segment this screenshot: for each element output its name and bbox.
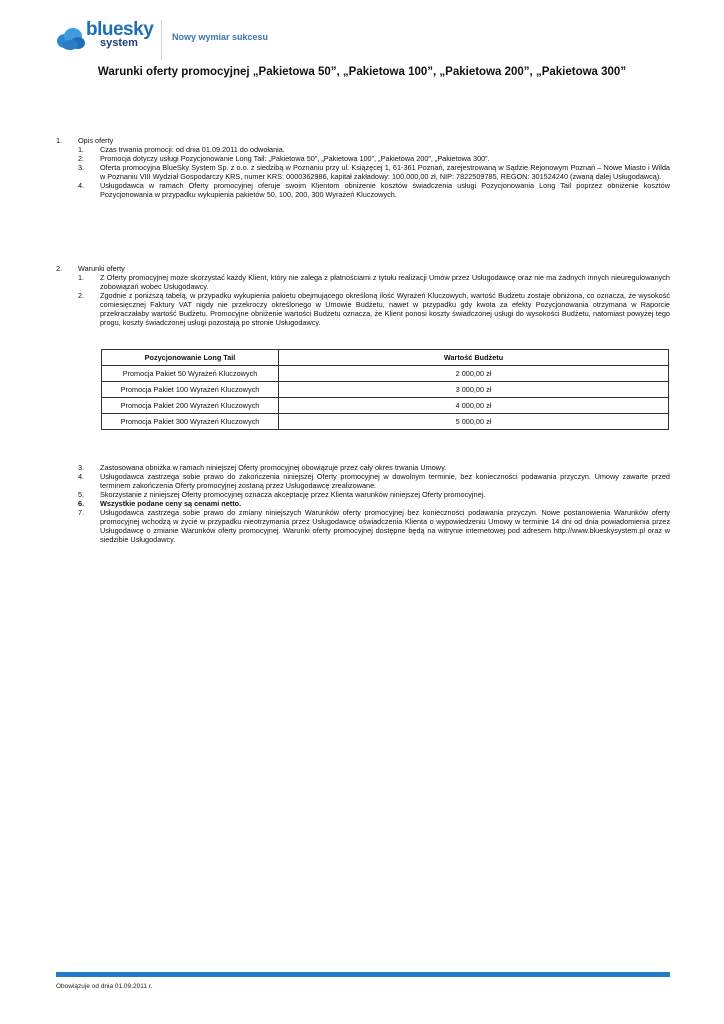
budget-value-cell: 4 000,00 zł: [279, 398, 669, 414]
logo-bluesky: bluesky: [86, 19, 154, 40]
list-item-number: 3.: [78, 163, 85, 172]
footer-validity-note: Obowiązuje od dnia 01.09.2011 r.: [56, 983, 153, 990]
table-header-row: [102, 350, 669, 366]
package-name-cell: Promocja Pakiet 200 Wyrażeń Kluczowych: [102, 398, 279, 414]
list-item-text: Promocja dotyczy usługi Pozycjonowanie Long Tail: „Pakietowa 50”, „Pakietowa 100”, „Pakietowa 200”, „Pakietowa 300”.: [100, 154, 490, 163]
list-item: [56, 181, 670, 199]
document-title: Warunki oferty promocyjnej „Pakietowa 50”, „Pakietowa 100”, „Pakietowa 200”, „Pakietowa 300”: [97, 66, 627, 78]
list-item: [56, 508, 670, 544]
list-item: [56, 291, 670, 327]
table-row: [102, 414, 669, 430]
column-header: Wartość Budżetu: [279, 350, 669, 366]
list-item: [56, 145, 670, 154]
budget-value-cell: 2 000,00 zł: [279, 366, 669, 382]
list-item-text: Wszystkie podane ceny są cenami netto.: [100, 499, 242, 508]
list-item-number: 1.: [78, 273, 85, 282]
table-row: [102, 382, 669, 398]
list-item-number: 1.: [78, 145, 85, 154]
list-item-number: 6.: [78, 499, 85, 508]
logo-system: system: [100, 37, 138, 49]
header-divider: [161, 20, 162, 60]
section-number: 2.: [56, 264, 63, 273]
section-heading: [56, 136, 670, 145]
table-row: [102, 398, 669, 414]
table-row: [102, 366, 669, 382]
list-item-number: 4.: [78, 472, 85, 481]
section-title: Warunki oferty: [78, 264, 125, 273]
list-item-text: Zgodnie z poniższą tabelą, w przypadku wykupienia pakietu obejmującego określoną ilość Wyrażeń Kluczowych, wartość Budżetu zostaje obniżona, co oznacza, że wysokość comiesięcznej Faktury VAT nigdy nie przekroczy określonego w Umowie Budżetu, nawet w przypadku gdy kwota za efekty Pozycjonowania otrzymana w Raporcie przekraczałaby wartość Budżetu. Promocyjne obniżenie wartości Budżetu oznacza, że Klient ponosi koszty świadczonej usługi do wysokości Budżetu, natomiast powyżej tego progu, koszty świadczonej usługi pozostają po stronie Usługodawcy.: [100, 291, 670, 327]
header: [56, 18, 356, 62]
list-item-text: Czas trwania promocji: od dnia 01.09.2011 do odwołania.: [100, 145, 285, 154]
list-item-text: Usługodawca w ramach Oferty promocyjnej oferuje swoim Klientom obniżenie kosztów świadczenia usługi Pozycjonowania Long Tail poprzez obniżenie kosztów Pozycjonowania w przypadku wykupienia pakietów 50, 100, 200, 300 Wyrażeń Kluczowych.: [100, 181, 670, 199]
list-item-text: Skorzystanie z niniejszej Oferty promocyjnej oznacza akceptację przez Klienta warunków niniejszej Oferty promocyjnej.: [100, 490, 486, 499]
section-title: Opis oferty: [78, 136, 114, 145]
package-name-cell: Promocja Pakiet 100 Wyrażeń Kluczowych: [102, 382, 279, 398]
cloud-logo-icon: [56, 26, 86, 52]
list-item: [56, 499, 670, 508]
list-item-number: 3.: [78, 463, 85, 472]
budget-value-cell: 3 000,00 zł: [279, 382, 669, 398]
footer-bar: [56, 972, 670, 977]
package-name-cell: Promocja Pakiet 300 Wyrażeń Kluczowych: [102, 414, 279, 430]
list-item: [56, 273, 670, 291]
section-heading: [56, 264, 670, 273]
list-item-text: Z Oferty promocyjnej może skorzystać każdy Klient, który nie zalega z płatnościami z tytułu realizacji Umów przez Usługodawcę oraz nie ma żadnych innych nieuregulowanych zobowiązań wobec Usługodawcy.: [100, 273, 670, 291]
section-number: 1.: [56, 136, 63, 145]
list-item: [56, 163, 670, 181]
section-warunki-oferty: [56, 264, 670, 327]
section-opis-oferty: [56, 136, 670, 199]
list-item: [56, 472, 670, 490]
package-name-cell: Promocja Pakiet 50 Wyrażeń Kluczowych: [102, 366, 279, 382]
list-item: [56, 154, 670, 163]
budget-table: [101, 349, 669, 430]
budget-value-cell: 5 000,00 zł: [279, 414, 669, 430]
list-item-number: 2.: [78, 154, 85, 163]
column-header: Pozycjonowanie Long Tail: [102, 350, 279, 366]
list-item: [56, 490, 670, 499]
list-item-number: 7.: [78, 508, 85, 517]
list-item-text: Zastosowana obniżka w ramach niniejszej Oferty promocyjnej obowiązuje przez cały okres trwania Umowy.: [100, 463, 447, 472]
list-item-text: Usługodawca zastrzega sobie prawo do zakończenia niniejszej Oferty promocyjnej w dowolnym terminie, bez konieczności podawania przyczyn. Umowy zawarte przed terminem zakończenia Oferty promocyjnej zostaną przez Usługodawcę zrealizowane.: [100, 472, 670, 490]
tagline: Nowy wymiar sukcesu: [172, 32, 269, 42]
list-item-number: 2.: [78, 291, 85, 300]
list-item-text: Oferta promocyjna BlueSky System Sp. z o.o. z siedzibą w Poznaniu przy ul. Książęcej 1, 61-361 Poznań, zarejestrowaną w Sądzie Rejonowym Poznań – Nowe Miasto i Wilda w Poznaniu VIII Wydział Gospodarczy KRS, numer KRS: 0000362986, kapitał zakładowy: 100.000,00 zł, NIP: 7822509785, REGON: 301524240 (zwaną dalej Usługodawcą).: [100, 163, 670, 181]
list-item-text: Usługodawca zastrzega sobie prawo do zmiany niniejszych Warunków oferty promocyjnej bez konieczności podawania przyczyn. Nowe postanowienia Warunków oferty promocyjnej wchodzą w życie w przypadku nieotrzymania przez Usługodawcę oświadczenia Klienta o wypowiedzeniu Umowy w terminie 14 dni od dnia powiadomienia przez Usługodawcę o zmianie Warunków oferty promocyjnej. Warunki oferty promocyjnej dostępne będą na witrynie internetowej pod adresem http://www.blueskysystem.pl oraz w siedzibie Usługodawcy.: [100, 508, 670, 544]
section-warunki-oferty-continued: [56, 463, 670, 544]
list-item: [56, 463, 670, 472]
list-item-number: 4.: [78, 181, 85, 190]
list-item-number: 5.: [78, 490, 85, 499]
